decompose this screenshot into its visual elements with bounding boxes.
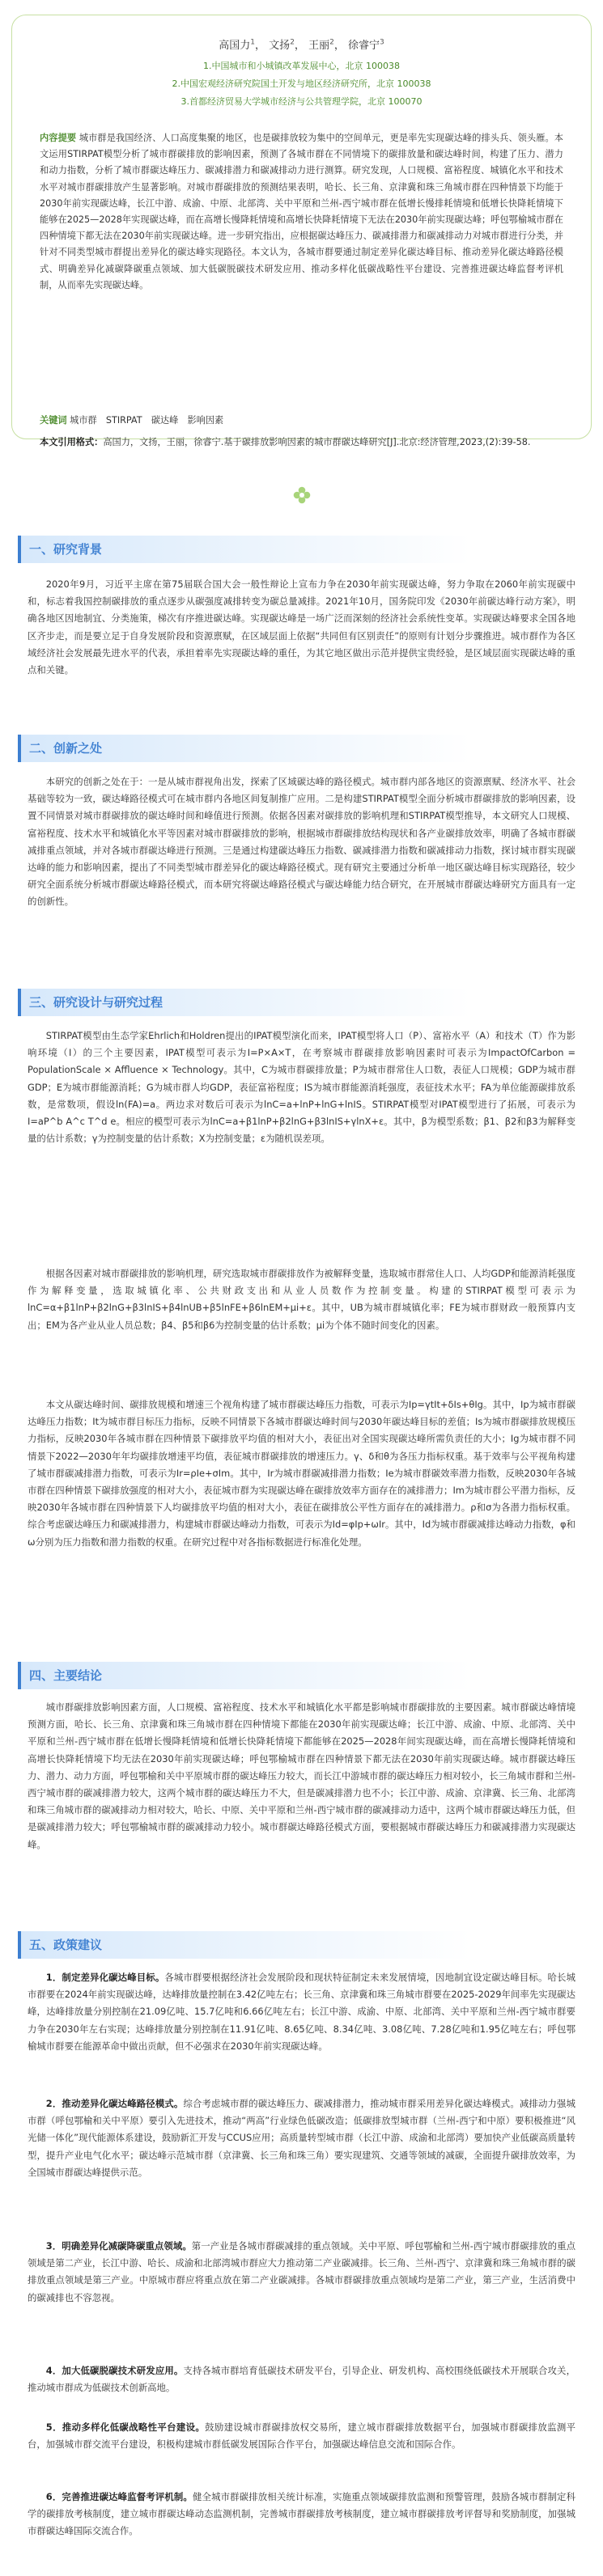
author-name: 高国力 <box>219 40 251 52</box>
section-title: 四、主要结论 <box>18 1662 471 1689</box>
author-name: 王丽 <box>308 40 330 52</box>
policy-item <box>28 2489 575 2540</box>
author-affil-mark: 2 <box>290 38 295 47</box>
policy-item-heading: 3．明确差异化减碳降碳重点领域。 <box>45 2240 192 2252</box>
section-title: 五、政策建议 <box>18 1931 471 1959</box>
policy-item-text: 各城市群要根据经济社会发展阶段和现状特征制定未来发展情境，因地制宜设定碳达峰目标。哈长城市群要在2024年前实现碳达峰，达峰排放量控制在3.42亿吨左右；长三角、京津冀和珠三角城市群要在2025-2029年间率先实现碳达峰，达峰排放量分别控制在21.09亿吨、15.7亿吨和6.66亿吨左右；长江中游、成渝、中原、北部湾、关中平原和兰州-西宁城市群要力争在2030年左右实现；达峰排放量分别控制在11.91亿吨、8.65亿吨、8.34亿吨、3.08亿吨、7.28亿吨和1.95亿吨左右；呼包鄂榆城市群要在能源革命中做出贡献，但不必强求在2030年前实现碳达峰。 <box>28 1972 575 2052</box>
policy-item <box>28 2238 575 2307</box>
flower-divider-icon <box>293 486 311 504</box>
policy-item-heading: 5．推动多样化低碳战略性平台建设。 <box>45 2421 206 2433</box>
citation <box>40 434 563 451</box>
keywords-label: 关键词 <box>40 415 67 426</box>
section-paragraph: 本文从碳达峰时间、碳排放规模和增速三个视角构建了城市群碳达峰压力指数，可表示为Ip=γtIt+δIs+θIg。其中，Ip为城市群碳达峰压力指数；It为城市群目标压力指标，反映不同情景下各城市群碳达峰时间与2030年碳达峰目标的差值；Is为城市群碳排放规模压力指标，反映2030年各城市群在四种情景下碳排放平均值的相对大小，表征出对全国实现碳达峰所需负责任的大小；Ig为城市群不同情景下2022—2030年年均碳排放增速平均值，表征城市群碳排放的增速压力。γ、δ和θ为各压力指标权重。基于效率与公平视角构建了城市群碳减排潜力指数，可表示为Ir=ρIe+σIm。其中，Ir为城市群碳减排潜力指数；Ie为城市群碳效率潜力指数，反映2030年各城市群在四种情景下碳排放强度的相对大小，表征城市群为实现碳达峰在碳排放效率方面存在的减排潜力；Im为城市群公平潜力指标，反映2030年各城市群在四种情景下人均碳排放平均值的相对大小，表征在碳排放公平性方面存在的减排潜力。ρ和σ为各潜力指标权重。综合考虑碳达峰压力和碳减排潜力，构建城市群碳达峰动力指数，可表示为Id=φIp+ωIr。其中，Id为城市群碳减排达峰动力指数，φ和ω分别为压力指数和潜力指数的权重。在研究过程中对各指标数据进行标准化处理。 <box>28 1399 575 1548</box>
policy-item <box>28 2095 575 2181</box>
article-header-card <box>11 15 592 447</box>
section-paragraph: STIRPAT模型由生态学家Ehrlich和Holdren提出的IPAT模型演化而来，IPAT模型将人口（P）、富裕水平（A）和技术（T）作为影响环境（I）的三个主要因素，IPAT模型可表示为I=P×A×T，在考察城市群碳排放影响因素时可表示为ImpactOfCarbon = PopulationScale × Affluence × Technology。其中，C为城市群碳排放量；P为城市群常住人口数，表征人口规模；GDP为城市群GDP；E为城市群能源消耗；G为城市群人均GDP，表征富裕程度；IS为城市群能源消耗强度，表征技术水平；FA为单位能源碳排放系数，是常数项，假设ln(FA)=a。两边求对数后可表示为lnC=a+lnP+lnG+lnIS。STIRPAT模型对IPAT模型进行了拓展，可表示为I=aP^b A^c T^d e。相应的模型可表示为lnC=a+β1lnP+β2lnG+β3lnIS+γlnX+ε。其中，β为模型系数；β1、β2和β3为解释变量的估计系数；γ为控制变量的估计系数；X为控制变量；ε为随机误差项。 <box>28 1030 575 1145</box>
section-paragraph: 根据各因素对城市群碳排放的影响机理，研究选取城市群碳排放作为被解释变量，选取城市群常住人口、人均GDP和能源消耗强度作为解释变量，选取城镇化率、公共财政支出和从业人员数作为控制变量。构建的STIRPAT模型可表示为lnC=α+β1lnP+β2lnG+β3lnIS+β4lnUB+β5lnFE+β6lnEM+μi+ε。其中，UB为城市群城镇化率；FE为城市群财政一般预算内支出；EM为各产业从业人员总数；β4、β5和β6为控制变量的估计系数；μi为个体不随时间变化的因素。 <box>28 1268 575 1331</box>
policy-item-text: 支持各城市群培育低碳技术研发平台，引导企业、研发机构、高校围绕低碳技术开展联合攻关，推动城市群成为低碳技术创新高地。 <box>28 2365 575 2394</box>
policy-item-text: 第一产业是各城市群碳减排的重点领域。关中平原、呼包鄂榆和兰州-西宁城市群碳排放的重点领域是第二产业，长江中游、哈长、成渝和北部湾城市群应大力推动第二产业碳减排。长三角、兰州-西宁、京津冀和珠三角城市群的碳排放重点领域是第三产业。中原城市群应将重点放在第二产业碳减排。各城市群碳排放重点领域均是第二产业，第三产业，生活消费中的碳减排也不容忽视。 <box>28 2240 575 2303</box>
affiliation-item: 1.中国城市和小城镇改革发展中心，北京 100038 <box>203 61 400 71</box>
author-name: 文扬 <box>269 40 291 52</box>
citation-label: 本文引用格式： <box>40 437 104 447</box>
keywords-text: 城市群 STIRPAT 碳达峰 影响因素 <box>70 415 224 426</box>
abstract-text: 城市群是我国经济、人口高度集聚的地区，也是碳排放较为集中的空间单元，更是率先实现碳达峰的排头兵、领头雁。本文运用STIRPAT模型分析了城市群碳排放的影响因素，预测了各城市群在不同情境下的碳排放量和碳达峰时间，构建了压力、潜力和动力指数，分析了城市群碳达峰压力、碳减排潜力和碳减排动力进行测算。研究发现，人口规模、富裕程度、城镇化水平和技术水平对城市群碳排放产生显著影响。对城市群碳排放的预测结果表明，哈长、长三角、京津冀和珠三角城市群在四种情景下均能于2030年前实现碳达峰，长江中游、成渝、中原、北部湾、关中平原和兰州-西宁城市群在低增长慢排耗情境和低增长快降耗情境下能够在2025—2028年实现碳达峰，而在高增长慢降耗情境和高增长快降耗情境下无法在2030年前实现碳达峰；呼包鄂榆城市群在四种情境下都无法在2030年前实现碳达峰。进一步研究指出，应根据碳达峰压力、碳减排潜力和碳减排动力对城市群进行分类，并针对不同类型城市群提出差异化的碳达峰实现路径。本文认为，各城市群要通过制定差异化碳达峰目标、推动差异化碳达峰路径模式、明确差异化减碳降碳重点领域、加大低碳脱碳技术研发应用、推动多样化低碳战略性平台建设、完善推进碳达峰监督考评机制，从而率先实现碳达峰。 <box>40 133 563 290</box>
policy-item <box>28 2362 575 2396</box>
section-paragraph: 城市群碳排放影响因素方面，人口规模、富裕程度、技术水平和城镇化水平都是影响城市群碳排放的主要因素。城市群碳达峰情境预测方面，哈长、长三角、京津冀和珠三角城市群在四种情境下都能在2030年前实现碳达峰；长江中游、成渝、中原、北部湾、关中平原和兰州-西宁城市群在低增长慢降耗情境和低增长快降耗情境下都能够在2025—2028年间实现碳达峰，而在高增长慢降耗情境和高增长快降耗情境下均无法在2030年前实现碳达峰；呼包鄂榆城市群在四种情景下都无法在2030年前实现碳达峰。城市群碳达峰压力、潜力、动力方面，呼包鄂榆和关中平原城市群的碳达峰压力较大，而长江中游城市群的碳达峰压力相对较小，长三角城市群和兰州-西宁城市群的碳减排潜力较大，这两个城市群的碳达峰压力不大，但是碳减排潜力也不小；长江中游、成渝、京津冀、长三角、北部湾和珠三角城市群的碳减排动力相对较大，哈长、中原、关中平原和兰州-西宁城市群的碳减排动力适中，这两个城市群碳达峰压力低，但是碳减排潜力较大；呼包鄂榆城市群的碳减排动力较小。城市群碳达峰路径模式方面，要根据城市群碳达峰压力和碳减排潜力实现碳达峰。 <box>28 1701 575 1850</box>
section-title: 三、研究设计与研究过程 <box>18 989 471 1016</box>
policy-item-heading: 4．加大低碳脱碳技术研发应用。 <box>45 2365 184 2376</box>
section-paragraph: 2020年9月，习近平主席在第75届联合国大会一般性辩论上宣布力争在2030年前实现碳达峰，努力争取在2060年前实现碳中和，标志着我国控制碳排放的重点逐步从碳强度减排转变为碳总量减排。2021年10月，国务院印发《2030年前碳达峰行动方案》，明确各地区因地制宜、分类施策，梯次有序推进碳达峰。实现碳达峰是一场广泛而深刻的经济社会系统性变革。实现碳达峰要求全国各地区齐步走，而是要立足于自身发展阶段和资源禀赋，在区域层面上依据“共同但有区别责任”的原则有计划分步骤推进。城市群作为各区域经济社会发展最先进水平的代表，承担着率先实现碳达峰的重任，为其它地区做出示范并提供宝贵经验，是区域层面实现碳达峰的重点和关键。 <box>28 578 575 676</box>
policy-item-heading: 2．推动差异化碳达峰路径模式。 <box>45 2098 184 2109</box>
author-affil-mark: 2 <box>329 38 334 47</box>
affiliation-item: 2.中国宏观经济研究院国土开发与地区经济研究所，北京 100038 <box>172 78 431 89</box>
author-affil-mark: 1 <box>250 38 256 47</box>
affiliation-item: 3.首都经济贸易大学城市经济与公共管理学院，北京 100070 <box>180 96 423 107</box>
abstract-label: 内容提要 <box>40 133 77 143</box>
author-name: 徐睿宁 <box>347 40 380 52</box>
author-line: 高国力$^1$， 文扬$^2$， 王丽$^2$， 徐睿宁$^3$ <box>219 38 384 52</box>
policy-item <box>28 1969 575 2055</box>
policy-item-text: 鼓励建设城市群碳排放权交易所，建立城市群碳排放数据平台，加强城市群碳排放监测平台，加强城市群交流平台建设，积极构建城市群低碳发展国际合作平台，加强碳达峰信息交流和国际合作。 <box>28 2421 575 2451</box>
author-affil-mark: 3 <box>379 38 384 47</box>
policy-item-text: 综合考虑城市群的碳达峰压力、碳减排潜力，推动城市群采用差异化碳达峰模式。减排动力强城市群（呼包鄂榆和关中平原）要引入先进技术，推动“两高”行业绿色低碳改造；低碳排放型城市群（兰州-西宁和中原）要积极推进“风光储一体化”现代能源体系建设，鼓励新汇开发与CCUS应用；高质量转型城市群（长江中游、成渝和北部湾）要加快产业低碳高质量转型，提升产业电气化水平；碳达峰示范城市群（京津冀、长三角和珠三角）要实现建筑、交通等领域的减碳，全面提升碳排放效率，为全国城市群碳达峰提供示范。 <box>28 2098 575 2178</box>
policy-item-heading: 6．完善推进碳达峰监督考评机制。 <box>45 2491 193 2502</box>
affiliation-list <box>12 57 591 111</box>
abstract <box>40 130 563 294</box>
section-paragraph: 本研究的创新之处在于：一是从城市群视角出发，探索了区域碳达峰的路径模式。城市群内部各地区的资源禀赋、经济水平、社会基础等较为一致，碳达峰路径模式可在城市群内各地区间复制推广应用。二是构建STIRPAT模型全面分析城市群碳排放的影响因素，设置不同情景对城市群碳排放的碳达峰时间和峰值进行预测。依据各因素对碳排放的影响机理和STIRPAT模型推导，本文研究人口规模、富裕程度、技术水平和城镇化水平等因素对城市群碳排放的影响，根据城市群碳排放结构现状和各产业碳排放效率，明确了各城市群碳减排重点领域，并对各城市群碳达峰进行预测。三是通过构建碳达峰压力指数、碳减排潜力指数和碳减排动力指数，探讨城市群实现碳达峰的能力和影响因素，提出了不同类型城市群差异化的碳达峰路径模式。现有研究主要通过分析单一地区碳达峰目标实现路径，较少研究全面系统分析城市群碳达峰路径模式，而本研究将碳达峰路径模式与碳达峰能力结合研究，在开展城市群碳达峰研究方面具有一定的创新性。 <box>28 776 575 908</box>
section-title: 二、创新之处 <box>18 735 471 762</box>
policy-item-heading: 1．制定差异化碳达峰目标。 <box>45 1972 165 1983</box>
policy-item <box>28 2419 575 2453</box>
keywords <box>40 413 563 426</box>
section-title: 一、研究背景 <box>18 536 471 563</box>
policy-item-text: 健全城市群碳排放相关统计标准，实施重点领域碳排放监测和预警管理，鼓励各城市群制定科学的碳排放考核制度，建立城市群碳达峰动态监测机制，完善城市群碳排放考核制度，建立城市群碳排放考评督导和奖励制度，加强城市群碳达峰国际交流合作。 <box>28 2491 575 2537</box>
citation-text: 高国力，文扬，王丽，徐睿宁.基于碳排放影响因素的城市群碳达峰研究[J].北京:经济管理,2023,(2):39-58. <box>103 437 531 447</box>
